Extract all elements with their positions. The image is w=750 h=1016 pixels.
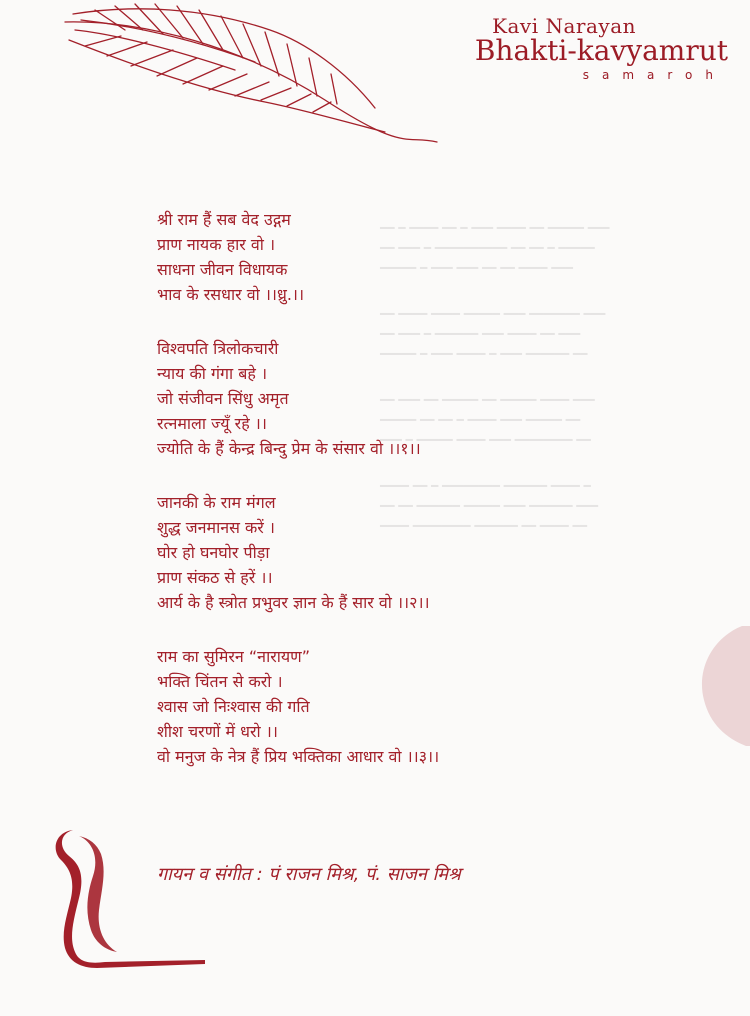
poem-line: भक्ति चिंतन से करो । [157,672,283,691]
music-credit: गायन व संगीत : पं राजन मिश्र, पं. साजन मिश्र [157,864,461,885]
poem-line: ज्योति के हैं केन्द्र बिन्दु प्रेम के संसार वो ।।१।। [157,439,421,458]
poem-line: श्री राम हैं सब वेद उद्गम [157,210,291,229]
poem-line: राम का सुमिरन “नारायण” [157,647,311,666]
poem-line: वो मनुज के नेत्र हैं प्रिय भक्तिका आधार वो ।।३।। [157,747,440,766]
poem-line: प्राण संकठ से हरें ।। [157,568,273,587]
feather-illustration [55,0,440,150]
poem-line: आर्य के है स्त्रोत प्रभुवर ज्ञान के हैं सार वो ।।२।। [157,593,430,612]
header-line-1: Kavi Narayan [492,14,636,38]
poem-line: साधना जीवन विधायक [157,260,288,279]
decorative-logo-mark [45,812,215,972]
stanza [157,490,587,615]
poem-line: घोर हो घनघोर पीड़ा [157,543,270,562]
poem-line: शीश चरणों में धरो ।। [157,722,278,741]
poem-line: जानकी के राम मंगल [157,493,276,512]
event-header [428,12,728,82]
header-line-2: Bhakti-kavyamrut [474,34,728,67]
stanza [157,207,587,307]
stanza [157,336,587,461]
bleed-through-text: ━━ ━ ━━━━ ━━ ━ ━━━ ━━━━ ━━ ━━━━━ ━━━ ━━ ━━━ ━ ━━━━━━━━━━ ━━ ━━ ━ ━━━━━ ━━━━━ ━ ━━━ ━━━ ━━ ━━ ━━━━ ━━━ ━━ ━━━━ ━━━━ ━━━━━ ━━━ ━━━━━━━ ━━━ ━━ ━━━ ━ ━━━━━━ ━━━ ━━━━ ━━ ━━━ ━━━━━ ━ ━━━ ━━━━ ━ ━━━ ━━━━━━ ━━ ━━ ━━━ ━━ ━━━━━ ━━ ━━━━━ ━━━━ ━━━ ━━━━━ ━━ ━━ ━ ━━━━ ━━━ ━━━━━ ━━ ━━━ ━ ━━━━━ ━━━━ ━━━ ━━━━━━━━ ━━ ━━━━ ━━ ━ ━━━━━━━━ ━━━━━━ ━━━━ ━ ━━ ━━ ━━━━━━ ━━━━━ ━━━ ━━━━━━ ━━━ ━━━━ ━━━━━━━━ ━━━━━━ ━━ ━━━━ ━━ [380,221,610,533]
poem-line: विश्वपति त्रिलोकचारी [157,339,279,358]
poem-line: रत्नमाला ज्यूँ रहे ।। [157,414,267,433]
stanza [157,644,587,769]
poem-line: श्वास जो निःश्वास की गति [157,697,310,716]
decorative-side-mark [682,620,750,750]
poem-line: शुद्ध जनमानस करें । [157,518,275,537]
header-line-3: samaroh [582,68,726,82]
poem-line: प्राण नायक हार वो । [157,235,276,254]
poem-line: न्याय की गंगा बहे । [157,364,268,383]
poem [157,207,587,798]
poem-line: जो संजीवन सिंधु अमृत [157,389,289,408]
poem-line: भाव के रसधार वो ।।ध्रु.।। [157,285,305,304]
